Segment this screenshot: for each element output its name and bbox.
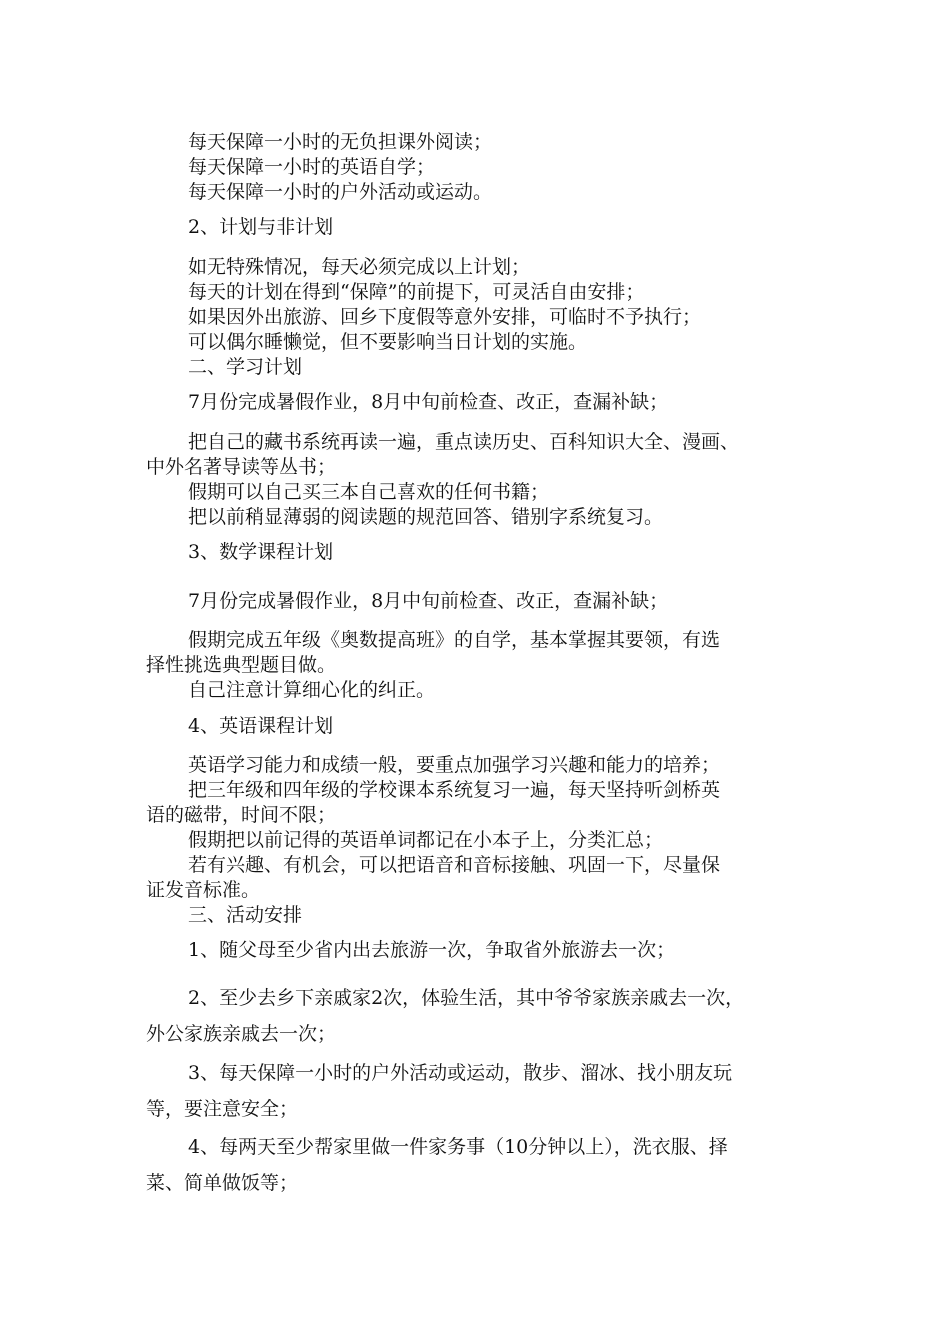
text-line: 把自己的藏书系统再读一遍，重点读历史、百科知识大全、漫画、 [188,431,740,453]
text-line: 3、每天保障一小时的户外活动或运动，散步、溜冰、找小朋友玩 [188,1062,733,1084]
text-line: 中外名著导读等丛书； [146,456,337,478]
text-line: 证发音标准。 [146,879,261,901]
text-line: 菜、简单做饭等； [146,1172,299,1194]
text-line: 可以偶尔睡懒觉，但不要影响当日计划的实施。 [188,331,588,353]
text-line: 每天保障一小时的户外活动或运动。 [188,181,493,203]
section-heading: 二、学习计划 [188,356,303,378]
section-heading: 4、英语课程计划 [188,715,334,737]
text-line: 若有兴趣、有机会，可以把语音和音标接触、巩固一下，尽量保 [188,854,721,876]
section-heading: 三、活动安排 [188,904,303,926]
text-line: 外公家族亲戚去一次； [146,1023,337,1045]
text-line: 7月份完成暑假作业，8月中旬前检查、改正，查漏补缺； [188,590,669,612]
text-line: 语的磁带，时间不限； [146,804,337,826]
text-line: 如无特殊情况，每天必须完成以上计划； [188,256,531,278]
text-line: 7月份完成暑假作业，8月中旬前检查、改正，查漏补缺； [188,391,669,413]
text-line: 每天的计划在得到“保障”的前提下，可灵活自由安排； [188,281,645,303]
text-line: 如果因外出旅游、回乡下度假等意外安排，可临时不予执行； [188,306,702,328]
text-line: 自己注意计算细心化的纠正。 [188,679,436,701]
text-line: 假期把以前记得的英语单词都记在小本子上，分类汇总； [188,829,664,851]
text-line: 每天保障一小时的英语自学； [188,156,436,178]
text-line: 等，要注意安全； [146,1098,299,1120]
text-line: 4、每两天至少帮家里做一件家务事（10分钟以上），洗衣服、择 [188,1136,728,1158]
text-line: 2、至少去乡下亲戚家2次，体验生活，其中爷爷家族亲戚去一次， [188,987,745,1009]
text-line: 假期可以自己买三本自己喜欢的任何书籍； [188,481,550,503]
section-heading: 3、数学课程计划 [188,541,334,563]
section-heading: 2、计划与非计划 [188,216,334,238]
text-line: 英语学习能力和成绩一般，要重点加强学习兴趣和能力的培养； [188,754,721,776]
text-line: 1、随父母至少省内出去旅游一次，争取省外旅游去一次； [188,939,676,961]
text-line: 把以前稍显薄弱的阅读题的规范回答、错别字系统复习。 [188,506,664,528]
text-line: 择性挑选典型题目做。 [146,654,337,676]
text-line: 每天保障一小时的无负担课外阅读； [188,131,493,153]
text-line: 假期完成五年级《奥数提高班》的自学，基本掌握其要领，有选 [188,629,721,651]
text-line: 把三年级和四年级的学校课本系统复习一遍，每天坚持听剑桥英 [188,779,721,801]
